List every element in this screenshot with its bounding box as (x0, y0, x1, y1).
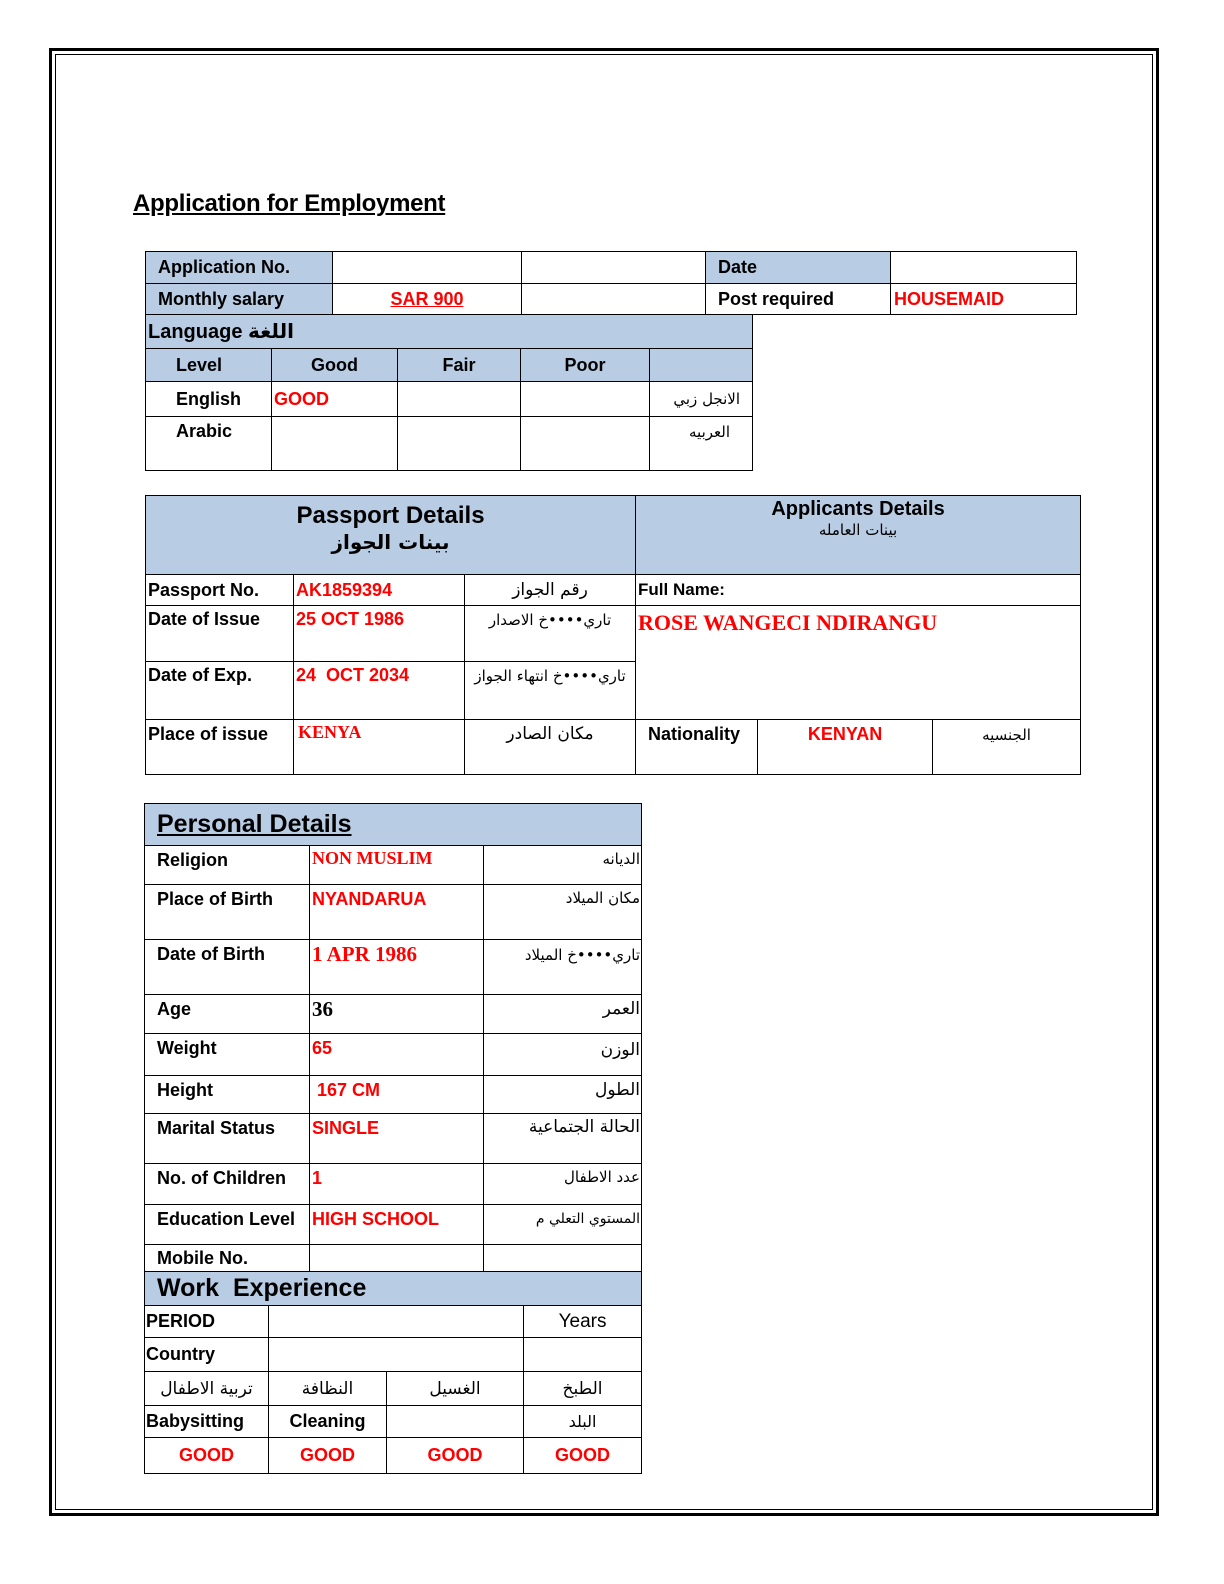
nationality-value: KENYAN (758, 720, 933, 775)
skill-cooking-rating: GOOD (524, 1438, 642, 1474)
application-no-field[interactable] (333, 252, 522, 284)
language-english-ar: الانجل زبي (650, 382, 753, 417)
education-ar: المستوي التعلي م (484, 1205, 642, 1245)
marital-status-value: SINGLE (310, 1114, 484, 1164)
mobile-ar (484, 1245, 642, 1273)
years-label: Years (524, 1306, 642, 1338)
passport-no-ar: رقم الجواز (465, 575, 636, 606)
skill-cleaning-rating: GOOD (269, 1438, 387, 1474)
application-no-extra-field[interactable] (522, 252, 706, 284)
weight-ar: الوزن (484, 1034, 642, 1076)
skill-babysitting-ar: تربية الاطفال (145, 1372, 269, 1406)
children-ar: عدد الاطفال (484, 1164, 642, 1205)
monthly-salary-cell (333, 284, 522, 315)
monthly-salary-value: SAR 900 (390, 288, 464, 309)
religion-value: NON MUSLIM (310, 846, 484, 885)
date-birth-label: Date of Birth (145, 940, 310, 995)
age-label: Age (145, 995, 310, 1034)
work-heading-text: Work Experience (157, 1274, 367, 1302)
period-label: PERIOD (145, 1306, 269, 1338)
age-ar: العمر (484, 995, 642, 1034)
post-required-value: HOUSEMAID (891, 284, 1077, 315)
passport-heading: Passport Details (296, 502, 485, 529)
skill-country-ar: البلد (524, 1406, 642, 1438)
skill-cooking-ar: الطبخ (524, 1372, 642, 1406)
language-arabic-fair[interactable] (398, 417, 521, 471)
nationality-ar: الجنسيه (933, 720, 1081, 775)
children-label: No. of Children (145, 1164, 310, 1205)
language-col-good: Good (272, 349, 398, 382)
personal-heading-text: Personal Details (157, 810, 352, 838)
monthly-salary-label: Monthly salary (146, 284, 333, 315)
language-english-label: English (146, 382, 272, 417)
skill-washing-label (387, 1406, 524, 1438)
education-value: HIGH SCHOOL (310, 1205, 484, 1245)
passport-applicant-table (145, 495, 1081, 775)
language-col-fair: Fair (398, 349, 521, 382)
language-col-level: Level (146, 349, 272, 382)
skill-babysitting-rating: GOOD (145, 1438, 269, 1474)
date-exp-label: Date of Exp. (146, 662, 294, 720)
date-exp-value: 24 OCT 2034 (294, 662, 465, 720)
mobile-label: Mobile No. (145, 1245, 310, 1273)
skill-cleaning-label: Cleaning (269, 1406, 387, 1438)
language-arabic-poor[interactable] (521, 417, 650, 471)
personal-heading (145, 804, 642, 846)
passport-no-label: Passport No. (146, 575, 294, 606)
language-arabic-ar: العربيه (650, 417, 753, 471)
language-col-blank (650, 349, 753, 382)
height-label: Height (145, 1076, 310, 1114)
place-issue-ar: مكان الصادر (465, 720, 636, 775)
country-extra-field[interactable] (524, 1338, 642, 1372)
marital-status-ar: الحالة الجتماعية (484, 1114, 642, 1164)
language-col-poor: Poor (521, 349, 650, 382)
skill-babysitting-label: Babysitting (145, 1406, 269, 1438)
language-english-fair[interactable] (398, 382, 521, 417)
date-label: Date (706, 252, 891, 284)
salary-extra-field[interactable] (522, 284, 706, 315)
education-label: Education Level (145, 1205, 310, 1245)
passport-heading-ar: بينات الجواز (331, 530, 450, 554)
period-field[interactable] (269, 1306, 524, 1338)
weight-label: Weight (145, 1034, 310, 1076)
date-exp-ar: تاري••••خ انتهاء الجواز (465, 662, 636, 720)
language-table (145, 314, 753, 471)
date-issue-value: 25 OCT 1986 (294, 606, 465, 662)
application-no-label: Application No. (146, 252, 333, 284)
mobile-field[interactable] (310, 1245, 484, 1273)
place-birth-ar: مكان الميلاد (484, 885, 642, 940)
post-required-label: Post required (706, 284, 891, 315)
language-arabic-good[interactable] (272, 417, 398, 471)
date-birth-value: 1 APR 1986 (310, 940, 484, 995)
application-info-table (145, 251, 1077, 315)
passport-heading-cell (146, 496, 636, 575)
place-issue-label: Place of issue (146, 720, 294, 775)
language-heading: Language اللغة (146, 315, 753, 349)
applicant-heading-cell (636, 496, 1081, 575)
place-birth-label: Place of Birth (145, 885, 310, 940)
personal-details-table (144, 803, 642, 1273)
date-field[interactable] (891, 252, 1077, 284)
language-arabic-label: Arabic (146, 417, 272, 471)
date-birth-ar: تاري••••خ الميلاد (484, 940, 642, 995)
full-name-cell (636, 606, 1081, 720)
page-title: Application for Employment (133, 190, 446, 217)
skill-cleaning-ar: النظافة (269, 1372, 387, 1406)
height-value: 167 CM (310, 1076, 484, 1114)
place-issue-value: KENYA (294, 720, 465, 775)
full-name-value: ROSE WANGECI NDIRANGU (638, 610, 938, 635)
weight-value: 65 (310, 1034, 484, 1076)
marital-status-label: Marital Status (145, 1114, 310, 1164)
religion-ar: الديانه (484, 846, 642, 885)
skill-washing-ar: الغسيل (387, 1372, 524, 1406)
place-birth-value: NYANDARUA (310, 885, 484, 940)
applicant-heading: Applicants Details (771, 498, 945, 520)
age-value: 36 (310, 995, 484, 1034)
skill-washing-rating: GOOD (387, 1438, 524, 1474)
date-issue-label: Date of Issue (146, 606, 294, 662)
work-experience-table (144, 1271, 642, 1474)
date-issue-ar: تاري••••خ الاصدار (465, 606, 636, 662)
religion-label: Religion (145, 846, 310, 885)
applicant-heading-ar: بينات العامله (818, 521, 898, 539)
country-field[interactable] (269, 1338, 524, 1372)
height-ar: الطول (484, 1076, 642, 1114)
full-name-label: Full Name: (636, 575, 1081, 606)
children-value: 1 (310, 1164, 484, 1205)
language-english-poor[interactable] (521, 382, 650, 417)
language-english-good: GOOD (272, 382, 398, 417)
nationality-label: Nationality (636, 720, 758, 775)
country-label: Country (145, 1338, 269, 1372)
passport-no-value: AK1859394 (294, 575, 465, 606)
work-heading (145, 1272, 642, 1306)
